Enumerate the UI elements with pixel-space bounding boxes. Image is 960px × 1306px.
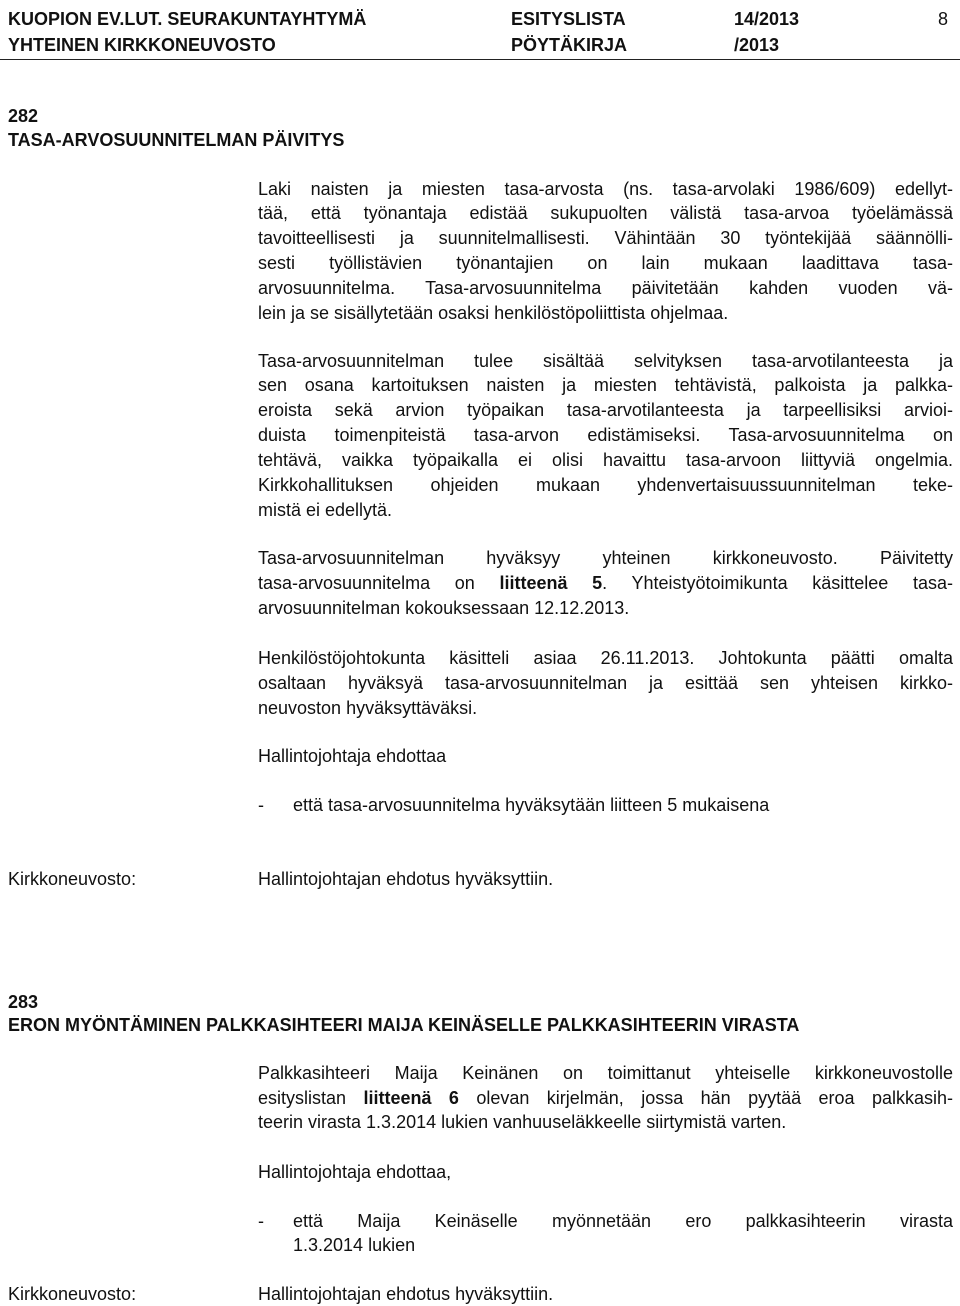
- text-line: lein ja se sisällytetään osaksi henkilöstöpoliittista ohjelmaa.: [258, 303, 729, 323]
- text-span: . Yhteistyötoimikunta käsittelee tasa-: [602, 573, 953, 593]
- text-span: tasa-arvosuunnitelma on: [258, 573, 500, 593]
- text-span: esityslistan: [258, 1088, 364, 1108]
- attachment-reference: liitteenä 6: [363, 1088, 459, 1108]
- proposal-text-continued: 1.3.2014 lukien: [293, 1235, 416, 1255]
- proposal-text: että tasa-arvosuunnitelma hyväksytään liitteen 5 mukaisena: [293, 795, 770, 815]
- header-meeting-number: [734, 6, 799, 58]
- text-line: tavoitteellisesti ja suunnitelmallisesti. Vähintään 30 työntekijää säännölli-: [258, 228, 953, 248]
- decision-label: Kirkkoneuvosto:: [8, 1284, 137, 1304]
- text-line: sesti työllistävien työnantajien on lain mukaan laadittava tasa-: [258, 253, 953, 273]
- header-organization: [8, 6, 366, 58]
- text-line: Kirkkohallituksen ohjeiden mukaan yhdenvertaisuussuunnitelman teke-: [258, 475, 953, 495]
- text-span: olevan kirjelmän, jossa hän pyytää eroa palkkasih-: [458, 1088, 954, 1108]
- page-number-value: 8: [938, 9, 949, 29]
- decision-label: Kirkkoneuvosto:: [8, 869, 137, 889]
- text-line: tää, että työnantaja edistää sukupuolten välistä tasa-arvoa työelämässä: [258, 203, 953, 223]
- proposal-heading: Hallintojohtaja ehdottaa: [258, 746, 447, 766]
- header-doc-line1: ESITYSLISTA: [511, 9, 626, 29]
- text-line: Henkilöstöjohtokunta käsitteli asiaa 26.11.2013. Johtokunta päätti omalta: [258, 648, 953, 668]
- text-line: Tasa-arvosuunnitelman tulee sisältää selvityksen tasa-arvotilanteesta ja: [258, 351, 953, 371]
- text-line: eroista sekä arvion työpaikan tasa-arvotilanteesta ja tarpeellisiksi arvioi-: [258, 400, 953, 420]
- header-document-type: [511, 6, 627, 58]
- attachment-reference: liitteenä 5: [499, 573, 603, 593]
- text-line: mistä ei edellytä.: [258, 500, 393, 520]
- header-num-line2: /2013: [734, 35, 780, 55]
- section-title: TASA-ARVOSUUNNITELMAN PÄIVITYS: [8, 130, 345, 150]
- text-line: teerin virasta 1.3.2014 lukien vanhuuseläkkeelle siirtymistä varten.: [258, 1112, 787, 1132]
- section-number: 282: [8, 106, 39, 126]
- proposal-text: että Maija Keinäselle myönnetään ero palkkasihteerin virasta: [293, 1211, 953, 1231]
- decision-text: Hallintojohtajan ehdotus hyväksyttiin.: [258, 1284, 554, 1304]
- page-number: [938, 6, 948, 32]
- proposal-dash: -: [258, 1211, 264, 1231]
- text-line: [258, 571, 953, 595]
- text-line: arvosuunnitelman kokouksessaan 12.12.2013.: [258, 598, 630, 618]
- text-line: arvosuunnitelma. Tasa-arvosuunnitelma päivitetään kahden vuoden vä-: [258, 278, 953, 298]
- text-line: neuvoston hyväksyttäväksi.: [258, 698, 478, 718]
- proposal-dash: -: [258, 795, 264, 815]
- section-title: ERON MYÖNTÄMINEN PALKKASIHTEERI MAIJA KEINÄSELLE PALKKASIHTEERIN VIRASTA: [8, 1015, 800, 1035]
- text-line: tehtävä, vaikka työpaikalla ei olisi havaittu tasa-arvoon liittyviä ongelmia.: [258, 450, 953, 470]
- text-line: sen osana kartoituksen naisten ja miesten tehtävistä, palkoista ja palkka-: [258, 375, 953, 395]
- header-num-line1: 14/2013: [734, 9, 800, 29]
- decision-text: Hallintojohtajan ehdotus hyväksyttiin.: [258, 869, 554, 889]
- text-line: osaltaan hyväksyä tasa-arvosuunnitelman ja esittää sen yhteisen kirkko-: [258, 673, 953, 693]
- header-org-line2: YHTEINEN KIRKKONEUVOSTO: [8, 35, 276, 55]
- text-line: [258, 1086, 953, 1110]
- header-doc-line2: PÖYTÄKIRJA: [511, 35, 628, 55]
- text-line: Palkkasihteeri Maija Keinänen on toimittanut yhteiselle kirkkoneuvostolle: [258, 1063, 953, 1083]
- section-number: 283: [8, 992, 39, 1012]
- text-line: Laki naisten ja miesten tasa-arvosta (ns. tasa-arvolaki 1986/609) edellyt-: [258, 179, 953, 199]
- text-line: Tasa-arvosuunnitelman hyväksyy yhteinen kirkkoneuvosto. Päivitetty: [258, 548, 953, 568]
- text-line: duista toimenpiteistä tasa-arvon edistämiseksi. Tasa-arvosuunnitelma on: [258, 425, 953, 445]
- proposal-heading: Hallintojohtaja ehdottaa,: [258, 1162, 452, 1182]
- header-divider: [0, 59, 960, 60]
- header-org-line1: KUOPION EV.LUT. SEURAKUNTAYHTYMÄ: [8, 9, 367, 29]
